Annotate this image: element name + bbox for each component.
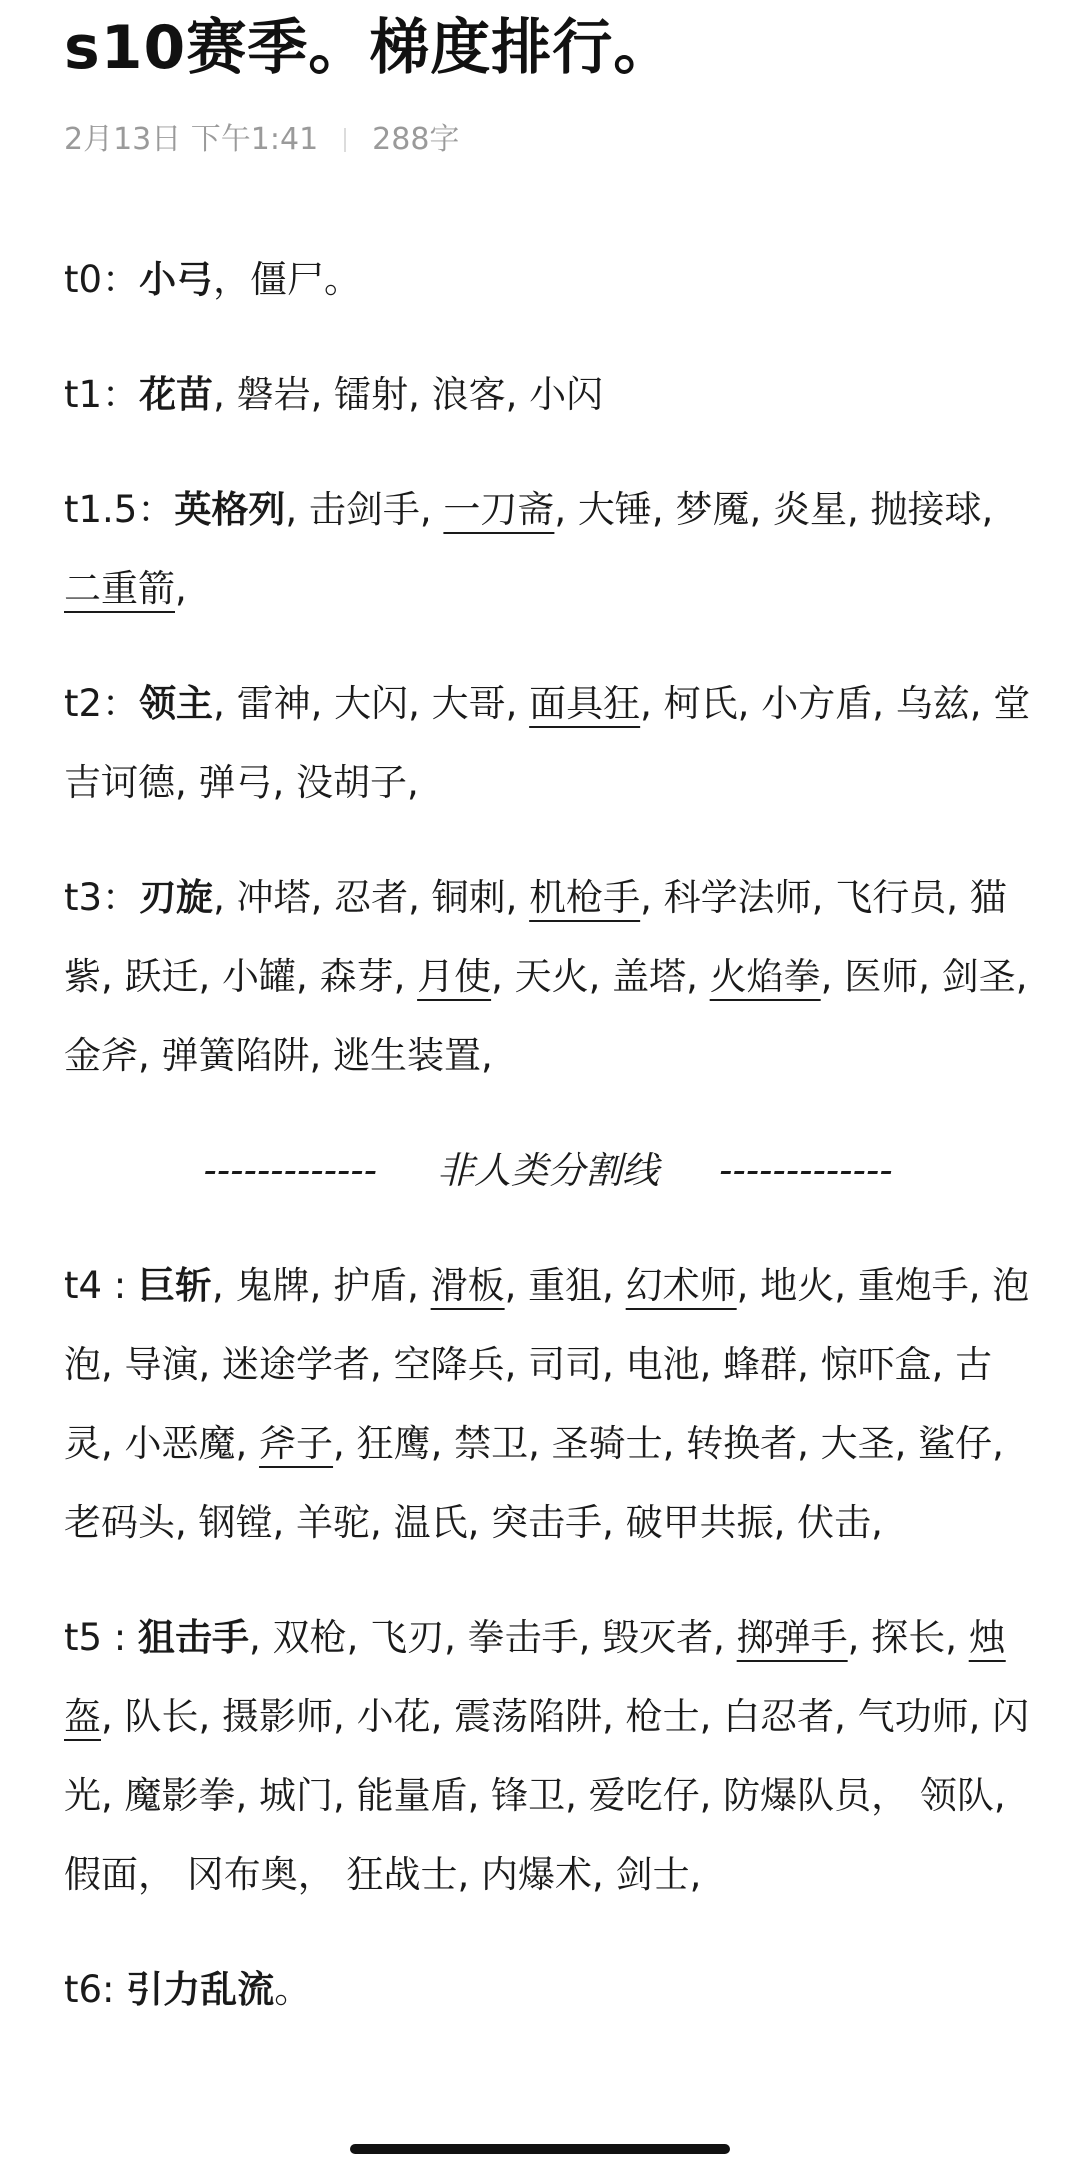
note-meta (64, 118, 459, 162)
tier-text: , 双枪, 飞刃, 拳击手, 毁灭者, (249, 1616, 737, 1659)
tier-paragraph (64, 355, 1032, 434)
tier-paragraph (64, 1598, 1032, 1914)
tier-text: t5 : (64, 1616, 139, 1659)
underlined-hero: 二重箭 (64, 567, 175, 610)
tier-top-hero: 领主 (139, 682, 214, 725)
word-count: 288字 (372, 122, 460, 157)
tier-text: , 狂鹰, 禁卫, 圣骑士, 转换者, 大圣, 鲨仔, 老码头, 钢镗, 羊驼, 温氏, 突击手, 破甲共振, 伏击, (64, 1422, 1004, 1544)
tier-text: , 天火, 盖塔, (491, 955, 710, 998)
underlined-hero: 斧子 (259, 1422, 334, 1465)
separator-line (64, 1131, 1032, 1210)
tier-top-hero: 小弓 (139, 258, 214, 301)
tier-text: , 科学法师, 飞行员, 猫紫, 跃迁, 小罐, 森芽, (64, 876, 1007, 998)
tier-text: , 队长, 摄影师, 小花, 震荡陷阱, 枪士, 白忍者, 气功师, 闪光, 魔影拳, 城门, 能量盾, 锋卫, 爱吃仔, 防爆队员， 领队, 假面， 冈布奥， 狂战士, 内爆术, 剑士, (64, 1695, 1030, 1896)
tier-text: , 鬼牌, 护盾, (212, 1264, 431, 1307)
tier-text: t1.5： (64, 488, 175, 531)
tier-text: , 雷神, 大闪, 大哥, (213, 682, 530, 725)
tier-text: , 冲塔, 忍者, 铜刺, (213, 876, 530, 919)
tier-text: t3： (64, 876, 140, 919)
underlined-hero: 烛盔 (64, 1616, 1006, 1738)
tier-paragraph (64, 858, 1032, 1095)
tier-text: t2： (64, 682, 140, 725)
tier-top-hero: 巨斩 (138, 1264, 213, 1307)
underlined-hero: 一刀斋 (443, 488, 555, 531)
tier-text: t4 : (64, 1264, 139, 1307)
home-indicator[interactable] (350, 2144, 730, 2154)
underlined-hero: 月使 (417, 955, 492, 998)
tier-list (64, 240, 1032, 1095)
note-date: 2月13日 下午1:41 (64, 122, 319, 157)
tier-paragraph (64, 1246, 1032, 1562)
tier-paragraph (64, 240, 1032, 319)
tier-top-hero: 花苗 (139, 373, 214, 416)
tier-top-hero: 引力乱流 (126, 1968, 275, 2011)
tier-paragraph (64, 664, 1032, 822)
note-title: s10赛季。梯度排行。 (64, 13, 675, 83)
underlined-hero: 掷弹手 (736, 1616, 848, 1659)
tier-top-hero: 英格列 (174, 488, 286, 531)
tier-text: t6: (64, 1968, 127, 2011)
underlined-hero: 幻术师 (625, 1264, 737, 1307)
tier-text: , 医师, 剑圣, 金斧, 弹簧陷阱, 逃生装置, (64, 955, 1028, 1077)
tier-text: , 柯氏, 小方盾, 乌兹, 堂吉诃德, 弹弓, 没胡子, (64, 682, 1031, 804)
underlined-hero: 火焰拳 (709, 955, 821, 998)
underlined-hero: 面具狂 (529, 682, 641, 725)
tier-text: , 磐岩, 镭射, 浪客, 小闪 (213, 373, 604, 416)
tier-text: 。 (274, 1968, 312, 2011)
tier-paragraph (64, 470, 1032, 628)
tier-text: , 击剑手, (285, 488, 444, 531)
tier-list-lower (64, 1246, 1032, 2029)
meta-divider (344, 128, 346, 152)
tier-text: t1： (64, 373, 140, 416)
tier-text: , 地火, 重炮手, 泡泡, 导演, 迷途学者, 空降兵, 司司, 电池, 蜂群, 惊吓盒, 古灵, 小恶魔, (64, 1264, 1030, 1465)
separator-dashes-left: ------------- (203, 1149, 377, 1192)
tier-text: , 探长, (847, 1616, 969, 1659)
separator-dashes-right: ------------- (719, 1149, 893, 1192)
tier-text: ，僵尸。 (213, 258, 362, 301)
tier-text: , 重狙, (504, 1264, 626, 1307)
separator-label: 非人类分割线 (437, 1149, 659, 1192)
underlined-hero: 滑板 (430, 1264, 505, 1307)
underlined-hero: 机枪手 (529, 876, 641, 919)
note-body[interactable] (64, 240, 1032, 2065)
tier-top-hero: 狙击手 (138, 1616, 250, 1659)
tier-top-hero: 刃旋 (139, 876, 214, 919)
tier-text: t0： (64, 258, 140, 301)
tier-text: , 大锤, 梦魇, 炎星, 抛接球, (554, 488, 994, 531)
tier-text: , (175, 567, 187, 610)
tier-paragraph (64, 1950, 1032, 2029)
